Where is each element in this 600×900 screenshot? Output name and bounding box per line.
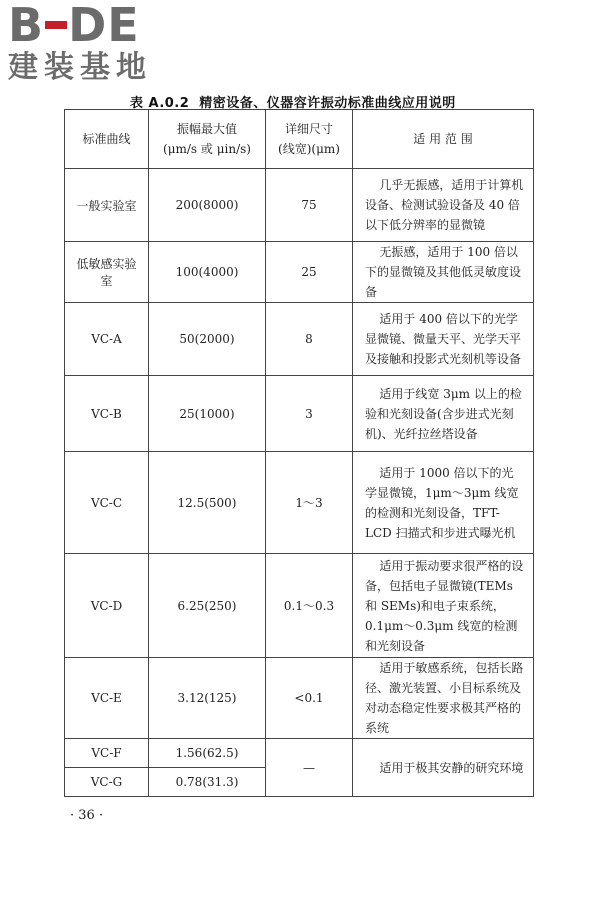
cell-curve: VC-G [65,768,149,797]
table-row [65,452,534,554]
cell-scope: 无振感，适用于 100 倍以下的显微镜及其他低灵敏度设备 [353,242,534,303]
table-row [65,303,534,376]
table-row [65,658,534,739]
logo-letters-de: DE [68,0,140,52]
header-curve: 标准曲线 [65,110,149,169]
cell-scope: 几乎无振感，适用于计算机设备、检测试验设备及 40 倍以下低分辨率的显微镜 [353,169,534,242]
cell-scope: 适用于振动要求很严格的设备，包括电子显微镜(TEMs 和 SEMs)和电子束系统，0.1μm～0.3μm 线宽的检测和光刻设备 [353,554,534,658]
cell-curve: VC-A [65,303,149,376]
cell-scope: 适用于极其安静的研究环境 [353,739,534,797]
cell-scope: 适用于 1000 倍以下的光学显微镜，1μm～3μm 线宽的检测和光刻设备，TFT-LCD 扫描式和步进式曝光机 [353,452,534,554]
cell-curve: VC-F [65,739,149,768]
cell-size: <0.1 [266,658,353,739]
logo [8,0,178,95]
table-row [65,739,534,768]
cell-amplitude: 100(4000) [149,242,266,303]
table-row [65,169,534,242]
logo-subtitle: 建装基地 [8,50,152,85]
cell-amplitude: 25(1000) [149,376,266,452]
table-header-row [65,110,534,169]
cell-amplitude: 0.78(31.3) [149,768,266,797]
logo-wordmark [8,0,178,50]
header-amplitude: 振幅最大值 (μm/s 或 μin/s) [149,110,266,169]
cell-size: 0.1～0.3 [266,554,353,658]
cell-amplitude: 3.12(125) [149,658,266,739]
table-row [65,242,534,303]
logo-a-bar [45,21,67,29]
cell-size: 1～3 [266,452,353,554]
logo-letter-b: B [8,0,45,52]
cell-size: — [266,739,353,797]
cell-curve: 一般实验室 [65,169,149,242]
vibration-criteria-table [64,109,534,797]
cell-curve: 低敏感实验室 [65,242,149,303]
cell-scope: 适用于敏感系统，包括长路径、激光装置、小目标系统及对动态稳定性要求极其严格的系统 [353,658,534,739]
table-title: 精密设备、仪器容许振动标准曲线应用说明 [199,96,456,111]
table-row [65,376,534,452]
cell-curve: VC-D [65,554,149,658]
cell-amplitude: 50(2000) [149,303,266,376]
cell-size: 3 [266,376,353,452]
cell-scope: 适用于 400 倍以下的光学显微镜、微量天平、光学天平及接触和投影式光刻机等设备 [353,303,534,376]
cell-curve: VC-C [65,452,149,554]
cell-amplitude: 12.5(500) [149,452,266,554]
page-number: · 36 · [70,808,104,823]
cell-amplitude: 6.25(250) [149,554,266,658]
cell-size: 8 [266,303,353,376]
cell-scope: 适用于线宽 3μm 以上的检验和光刻设备(含步进式光刻机)、光纤拉丝塔设备 [353,376,534,452]
cell-amplitude: 200(8000) [149,169,266,242]
cell-size: 25 [266,242,353,303]
header-scope: 适 用 范 围 [353,110,534,169]
header-size: 详细尺寸 (线宽)(μm) [266,110,353,169]
cell-curve: VC-B [65,376,149,452]
table-number: 表 A.0.2 [130,96,190,111]
table-row [65,554,534,658]
cell-curve: VC-E [65,658,149,739]
cell-size: 75 [266,169,353,242]
cell-amplitude: 1.56(62.5) [149,739,266,768]
